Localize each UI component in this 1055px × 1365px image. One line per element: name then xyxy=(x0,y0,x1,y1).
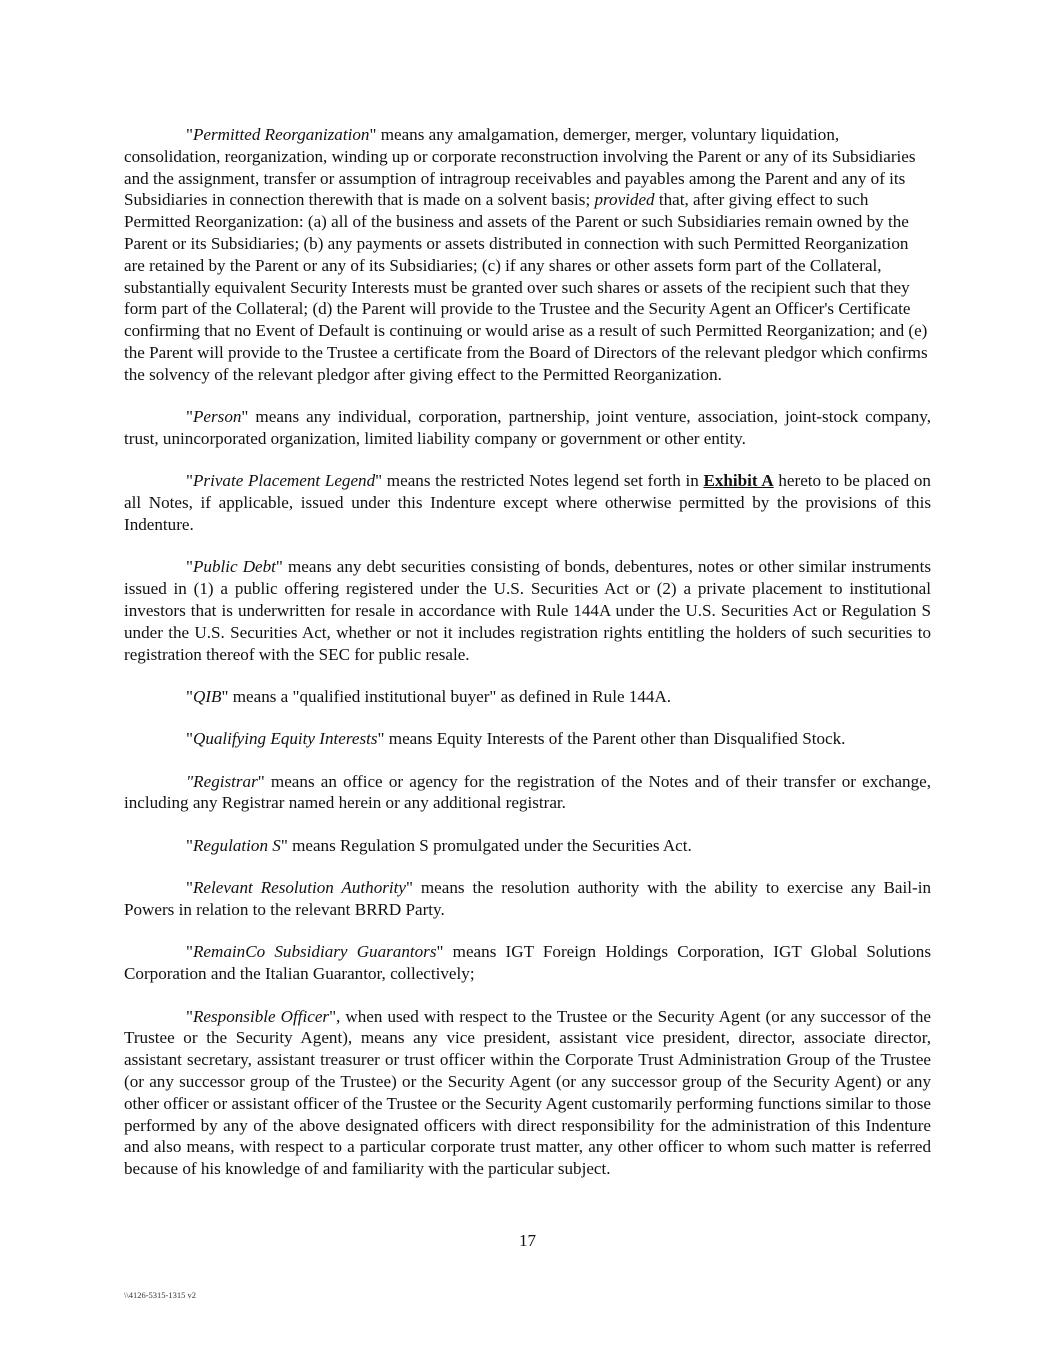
defined-term: "Registrar xyxy=(186,771,258,791)
definition-permitted-reorganization xyxy=(124,124,931,386)
defined-term: Private Placement Legend xyxy=(192,471,376,491)
definition-private-placement-legend xyxy=(124,470,931,535)
definition-responsible-officer xyxy=(124,1006,931,1180)
open-quote: " xyxy=(186,878,193,898)
open-quote: " xyxy=(186,557,193,577)
defined-term: Permitted Reorganization xyxy=(192,125,370,144)
definition-text: " means the resolution authority with the ability to exercise any Bail-in Powers in relation to the relevant BRRD Party. xyxy=(124,878,932,920)
definition-text: " means IGT Foreign Holdings Corporation, IGT Global Solutions Corporation and the Italian Guarantor, collectively; xyxy=(124,942,932,984)
definition-text: " means any debt securities consisting of bonds, debentures, notes or other similar instruments issued in (1) a public offering registered under the U.S. Securities Act or (2) a private placement to institutional investors that is underwritten for resale in accordance with Rule 144A under the U.S. Securities Act or Regulation S under the U.S. Securities Act, whether or not it includes registration rights entitling the holders of such securities to registration thereof with the SEC for public resale. xyxy=(124,557,932,664)
open-quote: " xyxy=(186,942,193,962)
definition-text: " means any individual, corporation, partnership, joint venture, association, joint-stock company, trust, unincorporated organization, limited liability company or government or other entity. xyxy=(124,407,931,448)
defined-term: Person xyxy=(192,407,242,427)
definition-qib xyxy=(124,686,931,708)
definition-text-continued: that, after giving effect to such Permitted Reorganization: (a) all of the business and assets of the Parent or such Subsidiaries remain owned by the Parent or its Subsidiaries; (b) any payments or assets distributed in connection with such Permitted Reorganization are retained by the Parent or any of its Subsidiaries; (c) if any shares or other assets form part of the Collateral, substantially equivalent Security Interests must be granted over such shares or assets of the recipient such that they form part of the Collateral; (d) the Parent will provide to the Trustee and the Security Agent an Officer's Certificate confirming that no Event of Default is continuing or would arise as a result of such Permitted Reorganization; and (e) the Parent will provide to the Trustee a certificate from the Board of Directors of the relevant pledgor which confirms the solvency of the relevant pledgor after giving effect to the Permitted Reorganization. xyxy=(124,190,928,384)
definition-registrar xyxy=(124,771,931,815)
definition-regulation-s xyxy=(124,835,931,857)
definition-public-debt xyxy=(124,556,931,665)
definition-text: " means an office or agency for the registration of the Notes and of their transfer or exchange, including any Registrar named herein or any additional registrar. xyxy=(124,771,931,813)
open-quote: " xyxy=(186,835,193,855)
definition-person xyxy=(124,406,931,450)
definition-qualifying-equity-interests xyxy=(124,728,931,750)
definition-text: " means a "qualified institutional buyer" as defined in Rule 144A. xyxy=(221,686,672,706)
provided-term: provided xyxy=(594,190,655,210)
definition-text: " means any amalgamation, demerger, merger, voluntary liquidation, consolidation, reorganization, winding up or corporate reconstruction involving the Parent or any of its Subsidiaries and the assignment, transfer or assumption of intragroup receivables and payables among the Parent and any of its Subsidiaries in connection therewith that is made on a solvent basis; xyxy=(124,125,916,210)
page-number: 17 xyxy=(518,1231,537,1250)
open-quote: " xyxy=(186,407,193,427)
defined-term: Relevant Resolution Authority xyxy=(192,878,406,898)
definition-remainco-subsidiary-guarantors xyxy=(124,941,931,985)
defined-term: Regulation S xyxy=(192,835,281,855)
defined-term: Qualifying Equity Interests xyxy=(192,729,378,749)
definition-text: " means Equity Interests of the Parent other than Disqualified Stock. xyxy=(377,729,846,749)
open-quote: " xyxy=(186,686,193,706)
document-id: \\4126-5315-1315 v2 xyxy=(124,1290,197,1300)
defined-term: Responsible Officer xyxy=(192,1006,330,1026)
open-quote: " xyxy=(186,729,193,749)
definition-text: " means Regulation S promulgated under the Securities Act. xyxy=(280,835,692,855)
open-quote: " xyxy=(186,1006,193,1026)
definition-text: " means the restricted Notes legend set forth in xyxy=(375,471,704,491)
definition-text: ", when used with respect to the Trustee or the Security Agent (or any successor of the Trustee or the Security Agent), means any vice president, assistant vice president, director, associate director, assistant secretary, assistant treasurer or trust officer within the Corporate Trust Administration Group of the Trustee (or any successor group of the Trustee) or the Security Agent (or any successor group of the Security Agent) or any other officer or assistant officer of the Trustee or the Security Agent customarily performing functions similar to those performed by any of the above designated officers with direct responsibility for the administration of this Indenture and also means, with respect to a particular corporate trust matter, any other officer to whom such matter is referred because of his knowledge of and familiarity with the particular subject. xyxy=(124,1006,931,1179)
open-quote: " xyxy=(186,471,193,491)
definition-text-continued: hereto to be placed on all Notes, if applicable, issued under this Indenture except where otherwise permitted by the provisions of this Indenture. xyxy=(124,471,931,534)
defined-term: Public Debt xyxy=(192,557,276,577)
definition-relevant-resolution-authority xyxy=(124,877,931,921)
document-page xyxy=(124,124,931,1201)
defined-term: QIB xyxy=(192,686,222,706)
defined-term: RemainCo Subsidiary Guarantors xyxy=(192,942,437,962)
open-quote: " xyxy=(186,125,193,144)
exhibit-a-reference: Exhibit A xyxy=(703,471,774,491)
